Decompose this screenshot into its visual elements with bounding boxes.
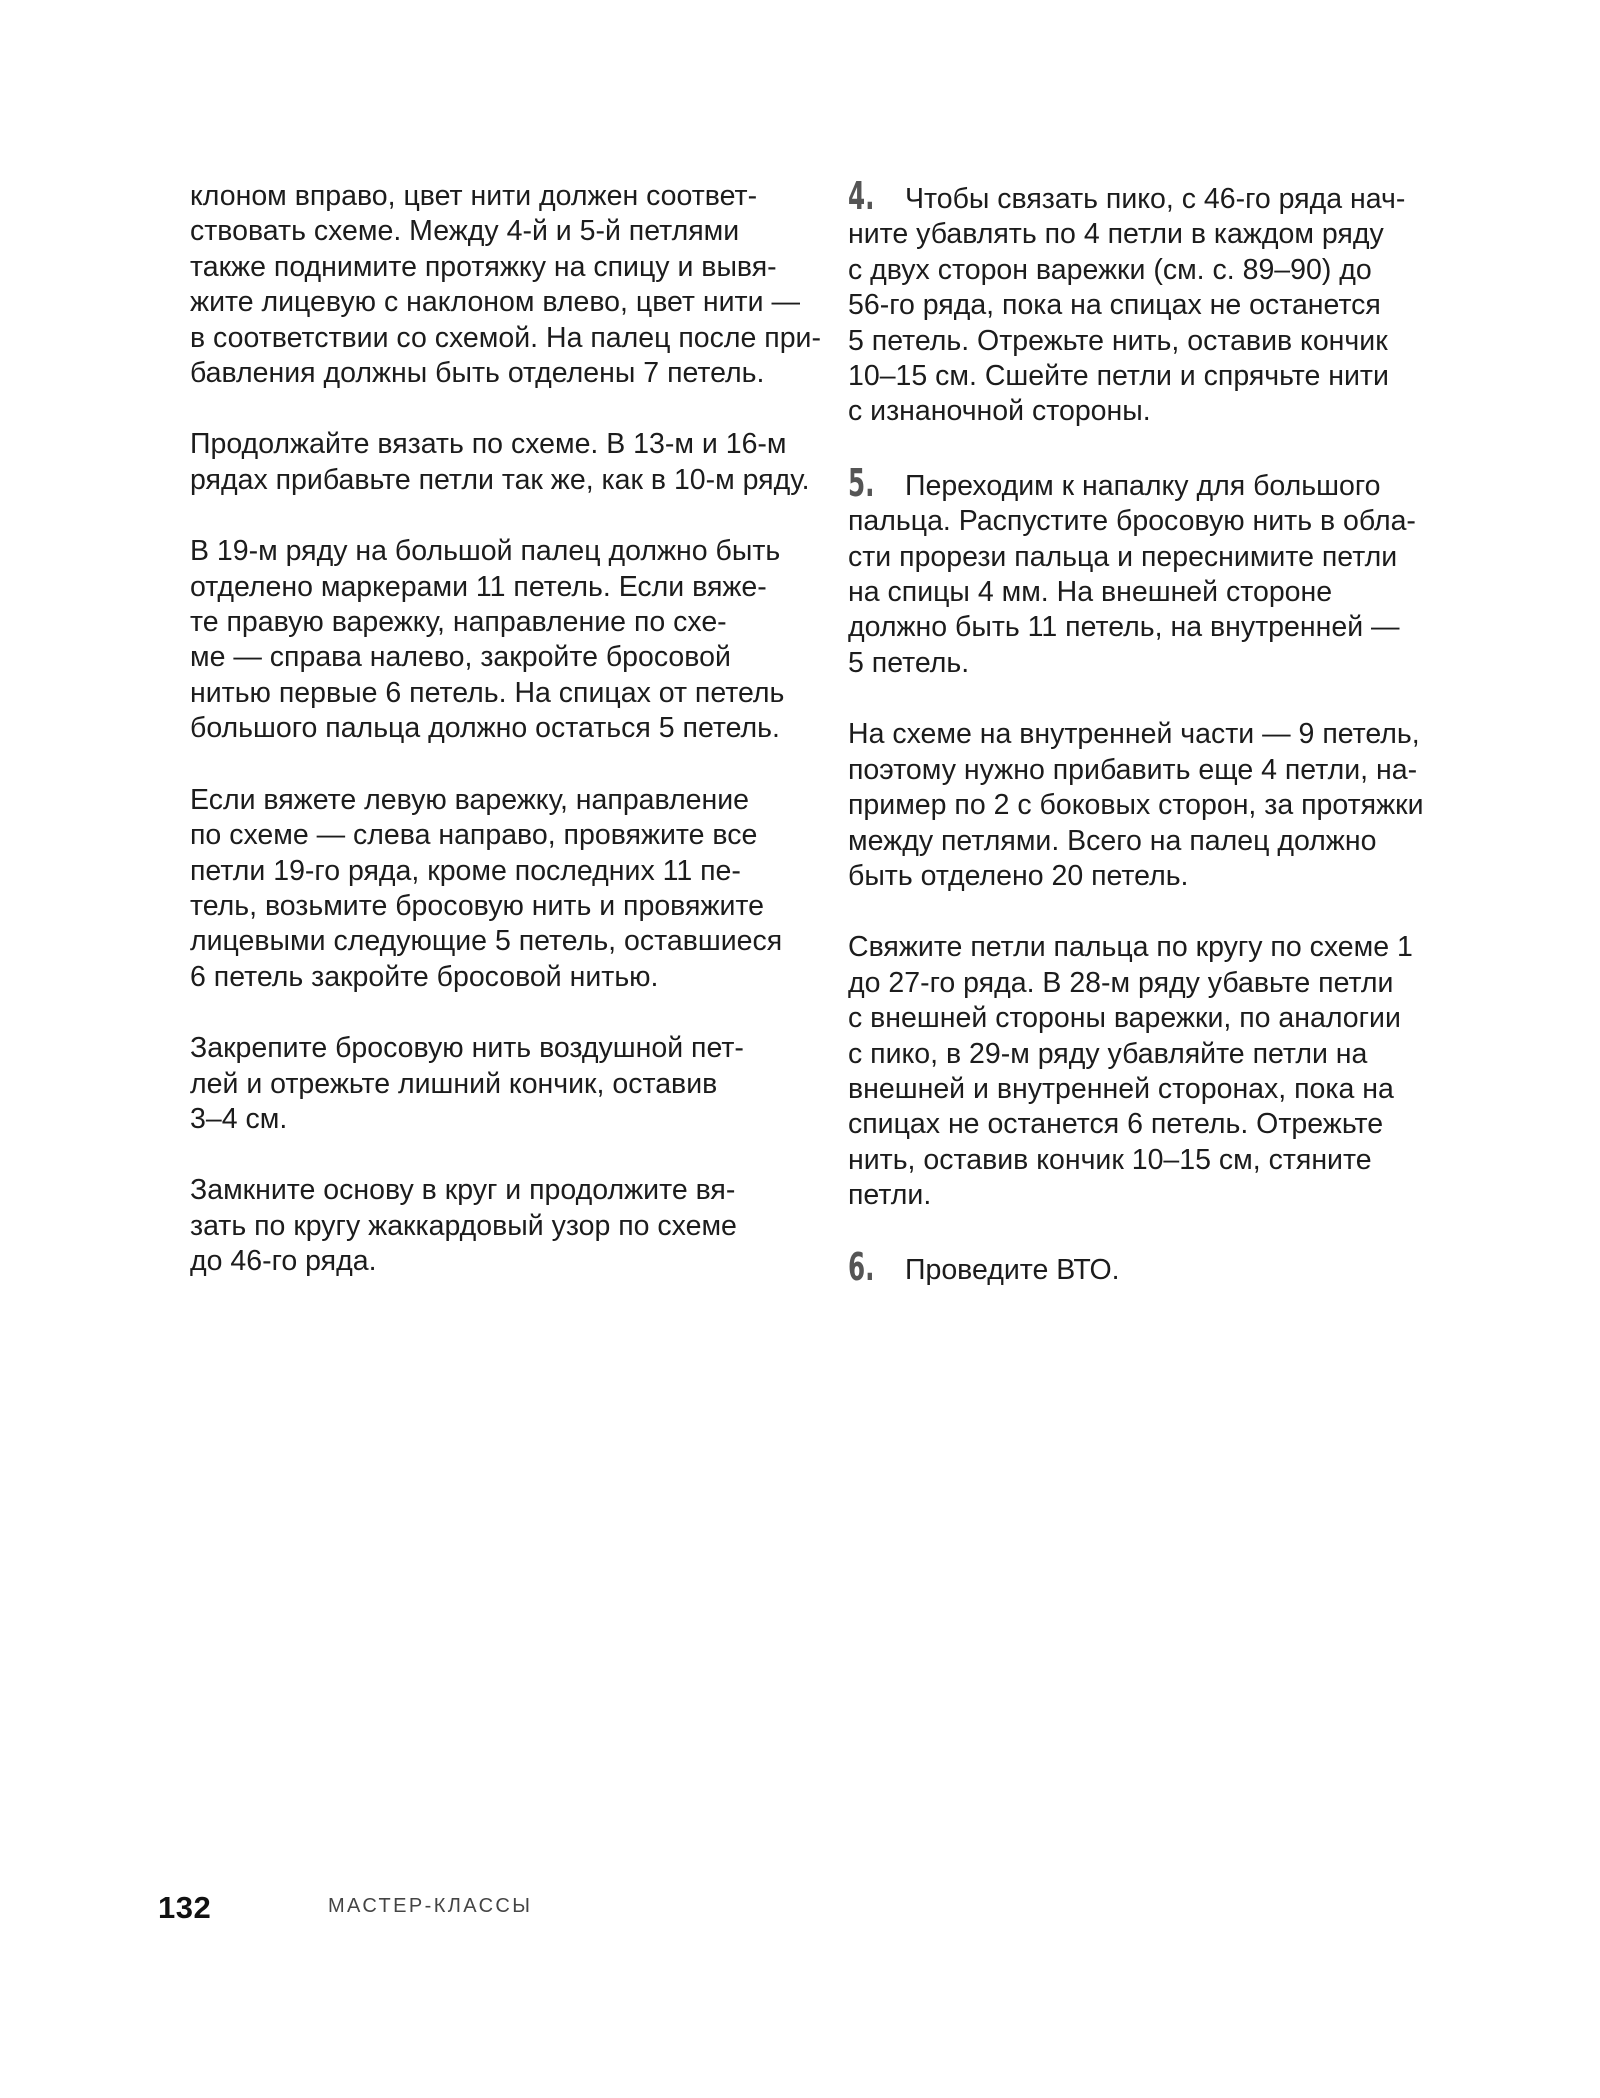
step-text: Чтобы связать пико, с 46-го ряда нач- xyxy=(905,183,1406,215)
text-line: сти прорези пальца и переснимите петли xyxy=(848,540,1398,573)
text-line: до 27-го ряда. В 28-м ряду убавьте петли xyxy=(848,966,1394,999)
text-line: клоном вправо, цвет нити должен соответ- xyxy=(190,180,758,212)
text-line: пример по 2 с боковых сторон, за протяжки xyxy=(848,789,1424,822)
text-line: должно быть 11 петель, на внутренней — xyxy=(848,611,1400,644)
step-number: 4. xyxy=(848,174,875,218)
text-line: 56-го ряда, пока на спицах не останется xyxy=(848,289,1381,322)
text-line: 6 петель закройте бросовой нитью. xyxy=(190,960,659,993)
text-line: отделено маркерами 11 петель. Если вяже- xyxy=(190,570,767,603)
text-line: также поднимите протяжку на спицу и вывя- xyxy=(190,250,777,283)
text-line: Свяжите петли пальца по кругу по схеме 1 xyxy=(848,931,1413,964)
step-paragraph xyxy=(848,460,1468,681)
text-line: бавления должны быть отделены 7 петель. xyxy=(190,357,765,390)
text-line xyxy=(848,1244,1468,1289)
text-line: Замкните основу в круг и продолжите вя- xyxy=(190,1174,736,1207)
right-column xyxy=(848,174,1468,1324)
page-number: 132 xyxy=(158,1890,212,1925)
paragraph xyxy=(190,1031,810,1137)
running-section-title: МАСТЕР-КЛАССЫ xyxy=(328,1895,533,1917)
text-line: Продолжайте вязать по схеме. В 13-м и 16-м xyxy=(190,428,787,461)
text-line: между петлями. Всего на палец должно xyxy=(848,824,1377,857)
text-line: 3–4 см. xyxy=(190,1102,288,1135)
step-paragraph xyxy=(848,1244,1468,1289)
text-line: на спицы 4 мм. На внешней стороне xyxy=(848,576,1333,609)
text-line: внешней и внутренней сторонах, пока на xyxy=(848,1072,1394,1105)
text-line: зать по кругу жаккардовый узор по схеме xyxy=(190,1209,737,1242)
step-paragraph xyxy=(848,174,1468,430)
text-line: пальца. Распустите бросовую нить в обла- xyxy=(848,505,1416,538)
paragraph xyxy=(190,783,810,995)
step-number: 6. xyxy=(848,1244,875,1289)
paragraph xyxy=(190,1173,810,1279)
paragraph xyxy=(190,427,810,498)
step-number: 5. xyxy=(848,460,875,505)
text-line: до 46-го ряда. xyxy=(190,1245,377,1278)
paragraph xyxy=(190,534,810,746)
step-text: Переходим к напалку для большого xyxy=(905,469,1381,502)
text-line: быть отделено 20 петель. xyxy=(848,859,1189,892)
text-line: с двух сторон варежки (см. с. 89–90) до xyxy=(848,253,1372,286)
text-line: в соответствии со схемой. На палец после при- xyxy=(190,321,821,354)
text-line: с изнаночной стороны. xyxy=(848,395,1151,428)
text-line: лицевыми следующие 5 петель, оставшиеся xyxy=(190,925,783,958)
text-line: На схеме на внутренней части — 9 петель, xyxy=(848,718,1420,751)
text-line: нитью первые 6 петель. На спицах от петель xyxy=(190,676,785,709)
text-line: петли. xyxy=(848,1179,932,1212)
paragraph xyxy=(848,930,1468,1213)
text-line: жите лицевую с наклоном влево, цвет нити — xyxy=(190,286,800,319)
paragraph xyxy=(848,717,1468,894)
text-line: тель, возьмите бросовую нить и провяжите xyxy=(190,889,765,922)
paragraph xyxy=(190,179,821,391)
text-line: 5 петель. xyxy=(848,646,970,679)
text-line: ствовать схеме. Между 4-й и 5-й петлями xyxy=(190,215,740,248)
text-line: Если вяжете левую варежку, направление xyxy=(190,783,750,816)
text-line: ме — справа налево, закройте бросовой xyxy=(190,641,731,674)
text-line: рядах прибавьте петли так же, как в 10-м ряду. xyxy=(190,463,810,496)
step-text: Проведите ВТО. xyxy=(905,1253,1120,1286)
text-line: 5 петель. Отрежьте нить, оставив кончик xyxy=(848,324,1388,357)
text-line: большого пальца должно остаться 5 петель. xyxy=(190,712,780,745)
text-line: по схеме — слева направо, провяжите все xyxy=(190,819,758,852)
text-line: нить, оставив кончик 10–15 см, стяните xyxy=(848,1143,1372,1176)
left-column xyxy=(190,179,821,1316)
text-line: Закрепите бросовую нить воздушной пет- xyxy=(190,1032,744,1065)
text-line xyxy=(848,174,1468,218)
text-line: лей и отрежьте лишний кончик, оставив xyxy=(190,1067,718,1100)
text-line: с внешней стороны варежки, по аналогии xyxy=(848,1002,1401,1035)
text-line: те правую варежку, направление по схе- xyxy=(190,606,727,639)
text-line: ните убавлять по 4 петли в каждом ряду xyxy=(848,218,1384,251)
text-line: с пико, в 29-м ряду убавляйте петли на xyxy=(848,1037,1368,1070)
text-line: В 19-м ряду на большой палец должно быть xyxy=(190,535,781,568)
text-line: петли 19-го ряда, кроме последних 11 пе- xyxy=(190,854,741,887)
text-line: 10–15 см. Сшейте петли и спрячьте нити xyxy=(848,360,1389,393)
text-line: спицах не останется 6 петель. Отрежьте xyxy=(848,1108,1384,1141)
text-line xyxy=(848,460,1468,505)
text-line: поэтому нужно прибавить еще 4 петли, на- xyxy=(848,753,1418,786)
